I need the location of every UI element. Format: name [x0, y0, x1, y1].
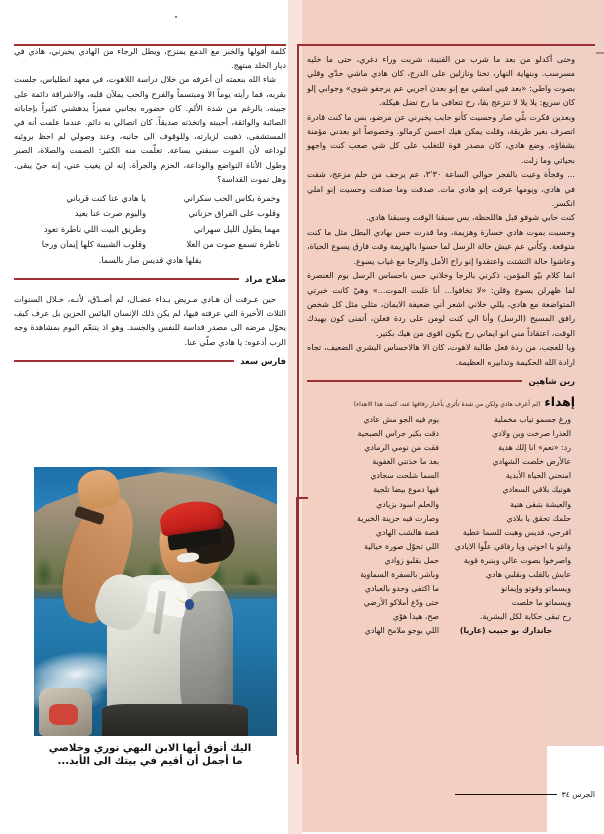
- poem-hemistich-right: قصة هالشب الهادي: [375, 527, 439, 537]
- poem-line: [307, 442, 575, 455]
- right-paragraph-3: ... وفجأة وعيت بالفجر حوالي الساعة ٣٬٣٠، عم يرجف من حلم مزعج، شفت في هادي، ويومها عرفت إنو هادي مات. صدقت وما صدقت وحسيت إنو املي انكسر.: [307, 169, 575, 209]
- poem-hemistich-left: افرحي، قديس وهبت للسما عطية: [462, 527, 571, 537]
- poem-line: [14, 238, 286, 251]
- poem-hemistich-right: وباشر بالسفرة السماوية: [360, 569, 439, 579]
- signature-salah-murad: [14, 274, 286, 284]
- poem-hemistich-left: حلمك تحقق يا بلادي: [506, 513, 571, 523]
- photo-frame: [34, 467, 277, 736]
- poem-line: [14, 223, 286, 236]
- poem-hemistich-right: حتى ودّع أملاكو الأرضي: [363, 598, 439, 608]
- poem-hemistich-right: وصارت فيه حزينة الخبرية: [357, 513, 439, 523]
- signature-rule: [14, 360, 234, 361]
- poem-line: [307, 625, 575, 638]
- poem-hemistich-left: والعيشة بتبقى هنية: [510, 499, 571, 509]
- poem-line: [307, 611, 575, 624]
- right-paragraph-7: ويا للعجب، من ردة فعل طالبة لاهوت، كان الا هالاحساس البشري الضعيف، تجاه ارادة الله الحكيمة وتدابيره العظيمة.: [307, 342, 575, 367]
- dedication-note: (لم أعرف هادي ولكن من شدة تأثري بأخبار رفاقها عنه، كتبت هذا الاهداء): [353, 400, 541, 408]
- left-paragraph-1: كلمة أقولها والخبر مع الدمع يمتزج، ويطل الرجاء من الهادي يخبرني، هادي في ديار الخلد مبتهج.: [14, 46, 286, 71]
- photo-caption: [14, 742, 286, 768]
- poem-hemistich-right: ما اكتفى وحدو بالعبادي: [364, 584, 439, 594]
- poem-line: [307, 527, 575, 540]
- poem-hemistich-left: هونيك بلاقي السعادي: [502, 485, 571, 495]
- young-man-on-boat-photo: [34, 467, 277, 736]
- footer-label: الجرس ٣٤: [561, 790, 595, 799]
- poem-line: [307, 597, 575, 610]
- right-paragraph-5: وحسيت بموت هادي خسارة وهزيمة، وما قدرت حس بهادي البطل مثل ما كنت متوقعة. وكأني عم عيش حالة الرسل لما حسوا بالهزيمة وقت فارق يسوع الحياة، وعاشوا حالة التشتت واعتقدوا إنو راح الأمل والرجا مع غياب يسوع.: [307, 226, 575, 266]
- left-paragraph-2: شاء الله بنعمته أن أعرفه من خلال دراسة اللاهوت، في معهد انطلياس، جلست بقربه، فما رأيته يوماً الا ومبتسماً والفرح والحب يملآن قلبه، والاشراقة دائمة على جبينه، بالرغم من شدة الألم. كان حضوره بجانبي مميزاً يدهشني كثيراً بإجاباته الصائبة والواثقة، أحببته واتخذته صديقاً. كان اتصالي به دائم. عندما علمت أنه في المستشفى، ذهبت لزيارته، وللوقوف الى جانبه، وعند وصولي لم احظ بروئيه لوداعه لأن الموت سبقني بساعة. تعلّمت منه الكثير: الصمت والصلاة، الصبر وطول الأناة التواضع والوداعة، الحزم والجرأة. إنه لن يغيب عني، إنه حيّ يبقى. وهل تموت القداسة؟: [14, 74, 286, 184]
- registration-dot: [175, 16, 177, 18]
- left-paragraph-3: حين عـرفت أن هـادي مـريض بـداء عضـال، لم أصـدّق، لأنـه، خـلال السنوات الثلاث الأخيرة التي عرفته فيها، لم يكن ذلك الإنسان اليائس الحزين بل عرف كيف يحوّل مرضه الى مصدر قداسة للنفس والجسد. وهو اذ يتنعّم اليوم بمشاهدة وجه الرب أدعوه: يا هادي صلّي عنا.: [14, 294, 286, 347]
- poem-hemistich-left: ناطرة تسمع صوت من العلا: [186, 239, 280, 250]
- poem-hemistich-right: اللي بوجو ملامح الهادي: [364, 626, 439, 636]
- edge-tick-mark: [596, 52, 604, 54]
- poem-hemistich-left: العذرا صرخت وين ولادي: [492, 429, 571, 439]
- poem-line: [307, 428, 575, 441]
- poem-hemistich-left: واصرخوا بصوت عالي وبنبرة قوية: [463, 555, 571, 565]
- dedication-poem: [307, 414, 575, 638]
- dedication-title: إهداء: [544, 393, 575, 409]
- footer-rule: [455, 794, 557, 795]
- poem-hemistich-left: وانتو يا اخوتي ويا رفاقي علّوا الايادي: [454, 541, 571, 551]
- poem-hemistich-right: حمل بقلبو زوادي: [384, 555, 439, 565]
- poem-line: [307, 484, 575, 497]
- poem-line: [307, 555, 575, 568]
- poem-hemistich-left: عايش بالقلب وبقلبي هادي: [485, 569, 571, 579]
- poem-line: [14, 207, 286, 220]
- right-paragraph-1: وحتى أكدلو من بعد ما شرب من القنينة، شربت وراء دغري، حتى ما خليه مسرسب. وبنهاية النهار، تحنا ونازلين على الدرج، كان هادي ماشي حدّي وقلي بصوت واطي: «بعد فيي امشي مع إنو بعدن اجريي عم يرجفو شوي» وجوابي إلو كان سريع: يلا يلا لا تنزعج بقا، رح تتعافى ما رح تضل هيكله.: [307, 54, 575, 108]
- poem-hemistich-left: عالأرض خلصت الشهادي: [492, 457, 571, 467]
- corner-bracket-top: [297, 44, 315, 46]
- signature-name: فارس سعد: [240, 355, 286, 366]
- poem-hemistich-right: صح، هيدا هوّي: [392, 612, 439, 622]
- signature-rule: [14, 278, 239, 279]
- poem-closing-line: [14, 254, 286, 267]
- poem-line: [307, 499, 575, 512]
- dedication-bracket-side: [296, 497, 298, 755]
- poem-hemistich-right: وقلوب الشبيبة كلها إيمان ورجا: [41, 239, 146, 250]
- poem-hemistich-right: وطريق البيت اللي ناطرة تعود: [43, 223, 146, 234]
- poem-hemistich-right: بعد ما خذتني الغفوية: [372, 457, 439, 467]
- signature-rin-shaheen: [307, 376, 575, 386]
- right-paragraph-2: وبعدين فكرت بلّي صار وحسيت كأنو حابب يخبرني عن مرضو، بس ما كنت قادرة اتصرف بغير طريقة، وقلت يمكن هيك احسن كرمالو. وخصوصاً انو بعدني مؤمنة بشفاؤه. وضع هادي، كان مصدر قوة للتغلب على كل شي صعب كنت واجهو بحياتي وما زلت.: [307, 111, 575, 165]
- signature-name: صلاح مراد: [245, 274, 286, 285]
- boat-equipment-red: [49, 704, 78, 726]
- poem-hemistich-right: فقت من نومي الرمادي: [364, 443, 439, 453]
- poem-hemistich-left: رد: «نعم» انا إلك هدية: [498, 443, 571, 453]
- poem-line: [307, 541, 575, 554]
- poem-line: [307, 470, 575, 483]
- caption-line-1: اليك أتوق أيها الابن البهي نوري وخلاصي: [48, 743, 252, 754]
- poem-hemistich-left: وخمرة بكاس الحب سكراني: [183, 193, 280, 204]
- poem-line: [307, 583, 575, 596]
- right-column-top-rule: [307, 44, 595, 46]
- poem-hemistich-left: مهما يطول الليل سهراني: [193, 223, 280, 234]
- poem-line: [307, 456, 575, 469]
- poem-hemistich-left: امنحني الحياة الأبدية: [505, 471, 571, 481]
- necklace-pendant: [185, 599, 195, 610]
- caption-line-2: ما أجمل أن أقيم في بيتك الى الأبد...: [57, 756, 243, 767]
- poem-hemistich-right: يوم فيه الجو مش عادي: [363, 414, 439, 424]
- poem-hemistich-right: اللي تحوّل صورة خيالية: [364, 541, 439, 551]
- poem-hemistich-right: والحلم اسود بزيادي: [376, 499, 439, 509]
- poem-hemistich-left: رح تبقى حكاية لكل البشرية.: [479, 612, 571, 622]
- poem-hemistich-left: ويسماتو وقوتو وإيمانو: [501, 584, 571, 594]
- poem-hemistich-left: وقلوب على الفراق حزناني: [188, 208, 280, 219]
- poem-hemistich-right: يا هادي عنا كنت قرباني: [66, 193, 146, 204]
- poem-closing-text: يقلها هادي قديس صار بالسما.: [98, 254, 202, 265]
- poem-hemistich-right: فيها دموع بيضا تلجية: [373, 485, 439, 495]
- dedication-header: [307, 394, 575, 409]
- left-poem: [14, 192, 286, 267]
- poem-hemistich-right: السما شلحت سجادي: [370, 471, 439, 481]
- signature-name: رين شاهين: [528, 375, 575, 386]
- gutter-tint: [288, 0, 302, 834]
- signature-rule: [307, 380, 522, 381]
- poem-hemistich-left: ويسماتو ما خلصت: [511, 598, 571, 608]
- poem-hemistich-right: دقت بكير جراس الصبحية: [357, 429, 439, 439]
- page-footer: [455, 790, 595, 799]
- man-hand: [75, 467, 121, 510]
- poem-signature: جاندارك بو حبيب (عاريا): [459, 626, 553, 636]
- poem-line: [307, 513, 575, 526]
- poem-hemistich-right: واليوم صرت عنا بعيد: [74, 208, 146, 219]
- signature-fares-saad: [14, 356, 286, 366]
- right-paragraph-6: انما كلام بيّو المؤمن، ذكرني بالرجا وخلاني حس باحساس الرسل يوم العنصرة لما ظهرلن يسوع وقلن: «لا تخافوا... أنا غلبت الموت...» وهيّ كانت خبرتي المتواضعة مع هادي، يللي خلاني اشعر أني ضعيفة الايمان، مثلي مثل كل شخص رافق المسيح (الرسل) وأنا الي كنت لومن على ردة فعلن، أتمنى كون بهيدك الوقت، اعتقاداً مني انو ايماني رح يكون اقوى من هيك بكتير.: [307, 270, 575, 338]
- man-trousers: [102, 704, 248, 736]
- poem-line: [307, 569, 575, 582]
- poem-hemistich-left: ورغ جسمو تياب مخملية: [494, 414, 571, 424]
- column-divider-upper: [297, 44, 299, 506]
- right-column: [307, 52, 575, 638]
- right-paragraph-4: كنت حابي شوفو قبل هاللحظة، بس سبقنا الوقت وسبقنا هادي.: [366, 212, 575, 223]
- poem-line: [14, 192, 286, 205]
- poem-line: [307, 414, 575, 427]
